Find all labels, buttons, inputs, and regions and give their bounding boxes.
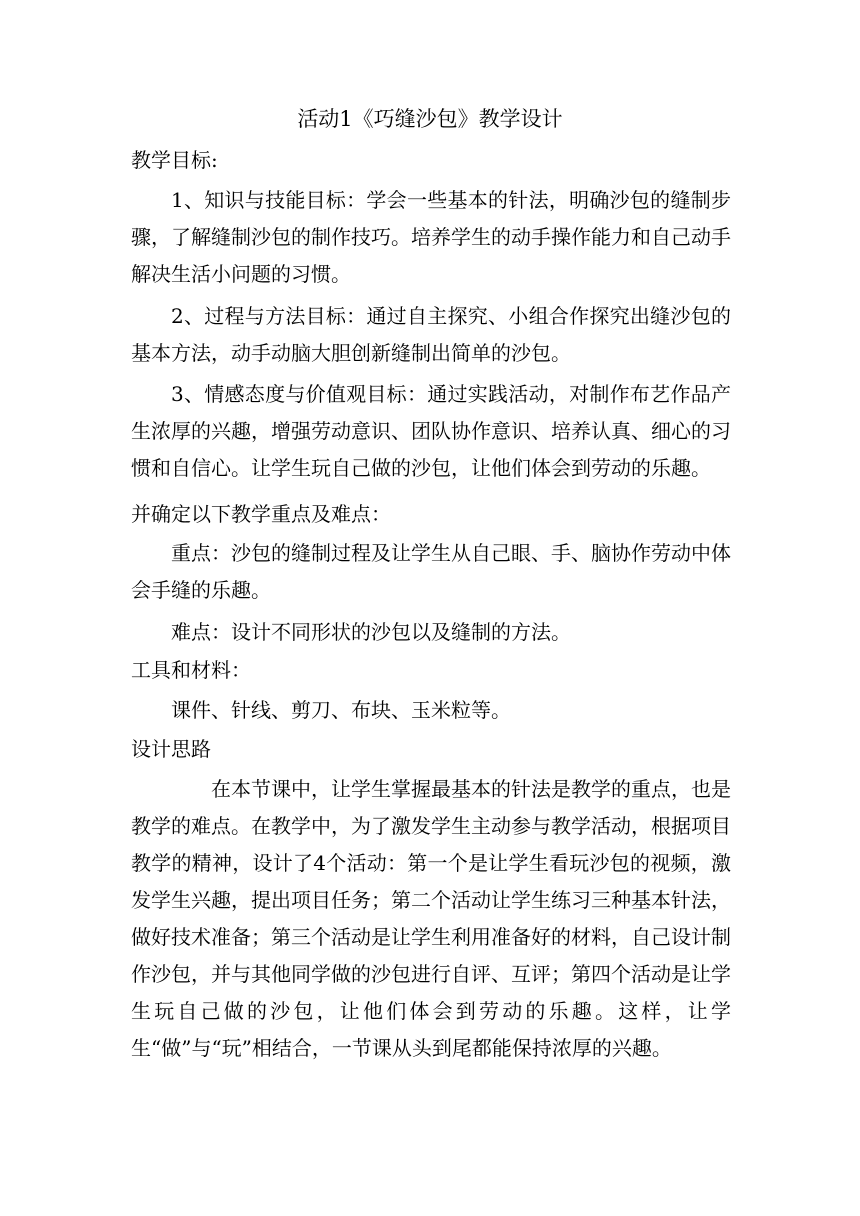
design-heading: 设计思路 <box>131 737 211 761</box>
goals-heading: 教学目标: <box>131 148 218 172</box>
document-title: 活动1《巧缝沙包》教学设计 <box>297 107 563 131</box>
key-point-paragraph: 重点：沙包的缝制过程及让学生从自己眼、手、脑协作劳动中体会手缝的乐趣。 <box>131 541 731 602</box>
key-points-heading: 并确定以下教学重点及难点： <box>131 502 391 526</box>
goal-3-paragraph: 3、情感态度与价值观目标：通过实践活动，对制作布艺作品产生浓厚的兴趣，增强劳动意识、团队协作意识、培养认真、细心的习惯和自信心。让学生玩自己做的沙包，让他们体会到劳动的乐趣。 <box>131 382 731 480</box>
design-paragraph: 在本节课中，让学生掌握最基本的针法是教学的重点，也是教学的难点。在教学中，为了激发学生主动参与教学活动，根据项目教学的精神，设计了4个活动：第一个是让学生看玩沙包的视频，激发学生兴趣，提出项目任务；第二个活动让学生练习三种基本针法，做好技术准备；第三个活动是让学生利用准备好的材料，自己设计制作沙包，并与其他同学做的沙包进行自评、互评；第四个活动是让学生玩自己做的沙包，让他们体会到劳动的乐趣。这样，让学生“做”与“玩”相结合，一节课从头到尾都能保持浓厚的兴趣。 <box>131 777 731 1060</box>
materials-paragraph: 课件、针线、剪刀、布块、玉米粒等。 <box>171 698 511 722</box>
goal-2-paragraph: 2、过程与方法目标：通过自主探究、小组合作探究出缝沙包的基本方法，动手动脑大胆创新缝制出简单的沙包。 <box>131 304 731 365</box>
materials-heading: 工具和材料： <box>131 658 251 682</box>
difficulty-paragraph: 难点：设计不同形状的沙包以及缝制的方法。 <box>171 620 571 644</box>
goal-1-paragraph: 1、知识与技能目标：学会一些基本的针法，明确沙包的缝制步骤，了解缝制沙包的制作技巧。培养学生的动手操作能力和自己动手解决生活小问题的习惯。 <box>131 188 731 286</box>
